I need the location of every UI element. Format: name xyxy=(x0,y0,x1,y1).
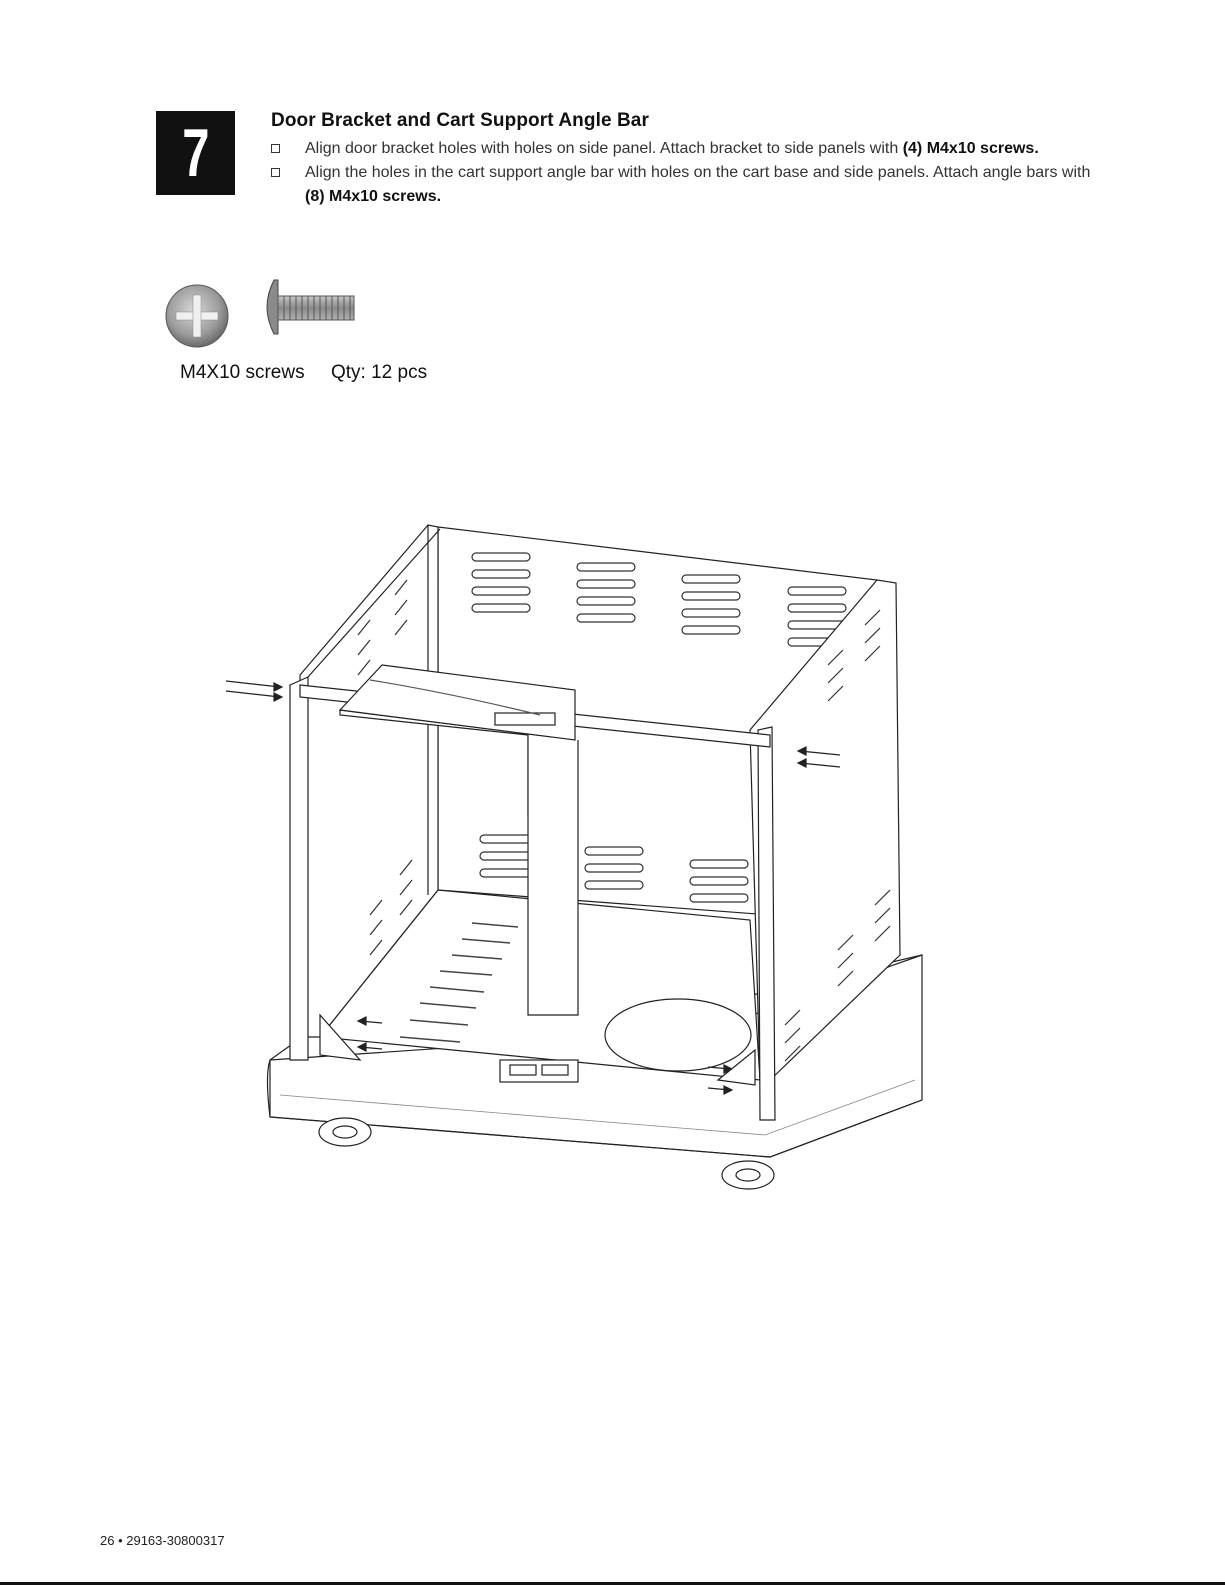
checkbox-icon xyxy=(271,168,280,177)
caster-wheel xyxy=(722,1161,774,1189)
instruction-item xyxy=(271,137,1111,161)
screw-side-icon xyxy=(256,276,362,338)
step-number-badge xyxy=(156,111,235,195)
instruction-item xyxy=(271,161,1111,209)
step-title: Door Bracket and Cart Support Angle Bar xyxy=(271,110,649,131)
page-footer: 26 • 29163-30800317 xyxy=(100,1533,225,1548)
magnet-bracket xyxy=(500,1060,578,1082)
hardware-quantity: Qty: 12 pcs xyxy=(331,362,428,383)
instruction-emphasis: (8) M4x10 screws. xyxy=(305,188,442,205)
screw-head-icon xyxy=(164,283,230,349)
front-right-post xyxy=(758,727,775,1120)
cart-assembly-diagram xyxy=(210,515,940,1195)
instruction-text: Align door bracket holes with holes on side panel. Attach bracket to side panels with xyxy=(305,140,903,157)
instruction-emphasis: (4) M4x10 screws. xyxy=(902,140,1039,157)
instruction-list xyxy=(271,137,1111,209)
caster-wheel xyxy=(319,1118,371,1146)
step-number: 7 xyxy=(181,115,210,191)
checkbox-icon xyxy=(271,144,280,153)
instruction-text: Align the holes in the cart support angle bar with holes on the cart base and side panels. Attach angle bars with xyxy=(305,164,1091,181)
hardware-label: M4X10 screws xyxy=(180,362,305,383)
